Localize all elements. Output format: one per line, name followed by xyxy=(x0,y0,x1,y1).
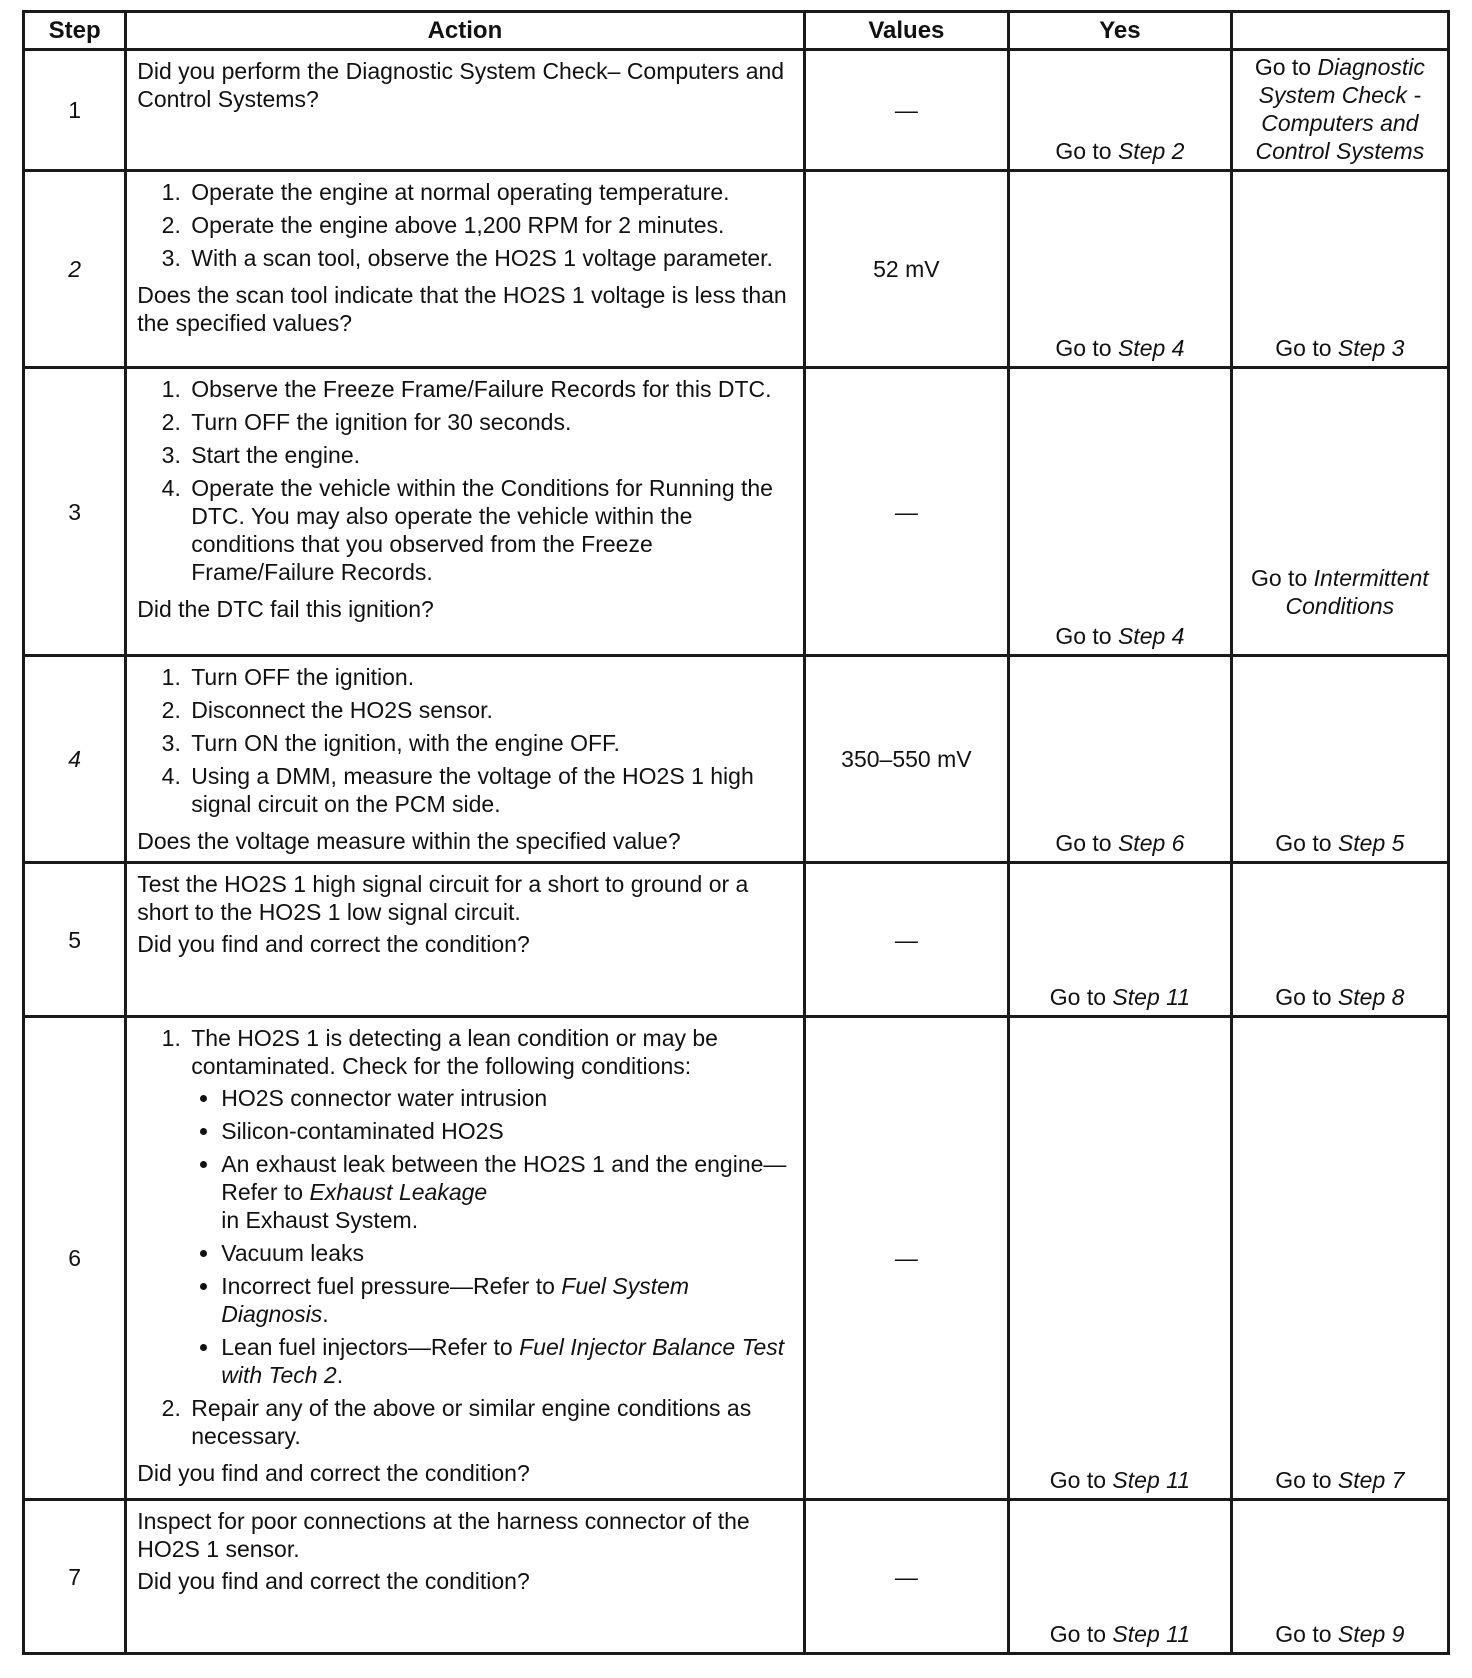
action-cell xyxy=(126,171,804,368)
action-step: 3. Start the engine. xyxy=(187,441,794,469)
go-to-label: Go to xyxy=(1275,335,1332,361)
action-step: 3. Turn ON the ignition, with the engine OFF. xyxy=(187,729,794,757)
header-yes: Yes xyxy=(1009,12,1232,50)
action-step: 1. The HO2S 1 is detecting a lean condition or may be contaminated. Check for the following conditions: • HO2S connector water intrusion • Silicon-contaminated HO2S • An exhaust leak between the HO2S 1 and the engine—Refer to Exhaust Leakage in Exhaust System. • Vacuum leaks • Incorrect fuel pressure—Refer to Fuel System Diagnosis. • Lean fuel injectors—Refer to Fuel Injector Balance Test with Tech 2. xyxy=(187,1024,794,1389)
no-link[interactable]: Intermittent Conditions xyxy=(1285,565,1429,619)
no-cell xyxy=(1231,50,1448,171)
step-number: 1 xyxy=(24,50,126,171)
table-row xyxy=(24,656,1449,863)
header-action: Action xyxy=(126,12,804,50)
header-values: Values xyxy=(804,12,1008,50)
go-to-label: Go to xyxy=(1049,1621,1107,1647)
fuel-injector-balance-test-link[interactable]: Fuel Injector Balance Test with Tech 2 xyxy=(221,1334,785,1388)
no-link[interactable]: Step 7 xyxy=(1337,1467,1405,1493)
action-step: 2. Turn OFF the ignition for 30 seconds. xyxy=(187,408,794,436)
go-to-label: Go to xyxy=(1055,830,1112,856)
action-cell xyxy=(126,656,804,863)
action-cell xyxy=(126,863,804,1017)
value-cell: — xyxy=(804,1500,1008,1654)
step-number: 2 xyxy=(24,171,126,368)
action-step: 4. Using a DMM, measure the voltage of the HO2S 1 high signal circuit on the PCM side. xyxy=(187,762,794,818)
go-to-label: Go to xyxy=(1275,984,1332,1010)
go-to-label: Go to xyxy=(1254,54,1312,80)
go-to-label: Go to xyxy=(1055,335,1112,361)
yes-link[interactable]: Step 4 xyxy=(1117,623,1185,649)
value-cell: — xyxy=(804,368,1008,656)
exhaust-leakage-link[interactable]: Exhaust Leakage xyxy=(309,1179,488,1205)
header-step: Step xyxy=(24,12,126,50)
no-link[interactable]: Step 8 xyxy=(1337,984,1405,1010)
action-step: 2. Repair any of the above or similar engine conditions as necessary. xyxy=(187,1394,794,1450)
action-steps xyxy=(137,1024,794,1455)
action-step: 4. Operate the vehicle within the Conditions for Running the DTC. You may also operate the vehicle within the conditions that you observed from the Freeze Frame/Failure Records. xyxy=(187,474,794,586)
table-row xyxy=(24,863,1449,1017)
list-item: • Vacuum leaks xyxy=(221,1239,794,1267)
action-text: Did you perform the Diagnostic System Check– Computers and Control Systems? xyxy=(137,58,785,112)
go-to-label: Go to xyxy=(1049,984,1107,1010)
value-cell: — xyxy=(804,1017,1008,1500)
no-cell xyxy=(1231,863,1448,1017)
no-cell xyxy=(1231,1500,1448,1654)
table-row xyxy=(24,1017,1449,1500)
go-to-label: Go to xyxy=(1275,1621,1332,1647)
yes-cell xyxy=(1009,1017,1232,1500)
no-cell xyxy=(1231,1017,1448,1500)
table-row xyxy=(24,50,1449,171)
action-steps xyxy=(137,375,794,591)
action-steps xyxy=(137,178,794,277)
no-cell xyxy=(1231,656,1448,863)
list-item: • Silicon-contaminated HO2S xyxy=(221,1117,794,1145)
action-step: 2. Disconnect the HO2S sensor. xyxy=(187,696,794,724)
condition-list xyxy=(191,1084,794,1389)
action-cell xyxy=(126,368,804,656)
value-cell: — xyxy=(804,50,1008,171)
yes-cell xyxy=(1009,863,1232,1017)
action-question: Did the DTC fail this ignition? xyxy=(137,596,434,622)
yes-cell xyxy=(1009,656,1232,863)
yes-link[interactable]: Step 11 xyxy=(1112,984,1191,1010)
action-question: Did you find and correct the condition? xyxy=(137,1460,530,1486)
yes-link[interactable]: Step 4 xyxy=(1117,335,1185,361)
go-to-label: Go to xyxy=(1055,623,1112,649)
list-item: • Lean fuel injectors—Refer to Fuel Injector Balance Test with Tech 2. xyxy=(221,1333,794,1389)
action-text: Inspect for poor connections at the harness connector of the HO2S 1 sensor. xyxy=(137,1508,750,1562)
go-to-label: Go to xyxy=(1055,138,1112,164)
table-row xyxy=(24,1500,1449,1654)
no-link[interactable]: Step 5 xyxy=(1337,830,1405,856)
step-number: 3 xyxy=(24,368,126,656)
go-to-label: Go to xyxy=(1250,565,1308,591)
action-question: Does the scan tool indicate that the HO2S 1 voltage is less than the specified values? xyxy=(137,282,787,336)
action-question: Did you find and correct the condition? xyxy=(137,1568,530,1594)
action-step: 1. Turn OFF the ignition. xyxy=(187,663,794,691)
list-item: • An exhaust leak between the HO2S 1 and the engine—Refer to Exhaust Leakage in Exhaust System. xyxy=(221,1150,794,1234)
value-cell: — xyxy=(804,863,1008,1017)
value-cell: 350–550 mV xyxy=(804,656,1008,863)
action-step: 1. Operate the engine at normal operating temperature. xyxy=(187,178,794,206)
header-no xyxy=(1231,12,1448,50)
yes-link[interactable]: Step 11 xyxy=(1112,1621,1191,1647)
yes-cell xyxy=(1009,1500,1232,1654)
action-step: 2. Operate the engine above 1,200 RPM for 2 minutes. xyxy=(187,211,794,239)
no-link[interactable]: Diagnostic System Check - Computers and Control Systems xyxy=(1255,54,1425,164)
yes-link[interactable]: Step 2 xyxy=(1117,138,1185,164)
go-to-label: Go to xyxy=(1275,830,1332,856)
yes-link[interactable]: Step 11 xyxy=(1112,1467,1191,1493)
action-step: 1. Observe the Freeze Frame/Failure Records for this DTC. xyxy=(187,375,794,403)
table-row xyxy=(24,171,1449,368)
step-number: 5 xyxy=(24,863,126,1017)
action-question: Does the voltage measure within the specified value? xyxy=(137,828,681,854)
step-number: 4 xyxy=(24,656,126,863)
header-row xyxy=(24,12,1449,50)
action-text: Test the HO2S 1 high signal circuit for a short to ground or a short to the HO2S 1 low signal circuit. xyxy=(137,871,749,925)
yes-link[interactable]: Step 6 xyxy=(1117,830,1185,856)
yes-cell xyxy=(1009,368,1232,656)
go-to-label: Go to xyxy=(1049,1467,1107,1493)
action-question: Did you find and correct the condition? xyxy=(137,931,530,957)
step-number: 7 xyxy=(24,1500,126,1654)
go-to-label: Go to xyxy=(1275,1467,1332,1493)
list-item: • Incorrect fuel pressure—Refer to Fuel System Diagnosis. xyxy=(221,1272,794,1328)
table-row xyxy=(24,368,1449,656)
step-number: 6 xyxy=(24,1017,126,1500)
diagnostic-table xyxy=(22,10,1450,1655)
no-link[interactable]: Step 3 xyxy=(1337,335,1405,361)
list-item: • HO2S connector water intrusion xyxy=(221,1084,794,1112)
no-link[interactable]: Step 9 xyxy=(1337,1621,1405,1647)
action-cell xyxy=(126,1017,804,1500)
value-cell: 52 mV xyxy=(804,171,1008,368)
no-cell xyxy=(1231,171,1448,368)
no-cell xyxy=(1231,368,1448,656)
action-steps xyxy=(137,663,794,823)
action-step: 3. With a scan tool, observe the HO2S 1 voltage parameter. xyxy=(187,244,794,272)
yes-cell xyxy=(1009,50,1232,171)
fuel-system-diagnosis-link[interactable]: Fuel System Diagnosis xyxy=(221,1273,690,1327)
yes-cell xyxy=(1009,171,1232,368)
action-cell xyxy=(126,1500,804,1654)
action-cell xyxy=(126,50,804,171)
